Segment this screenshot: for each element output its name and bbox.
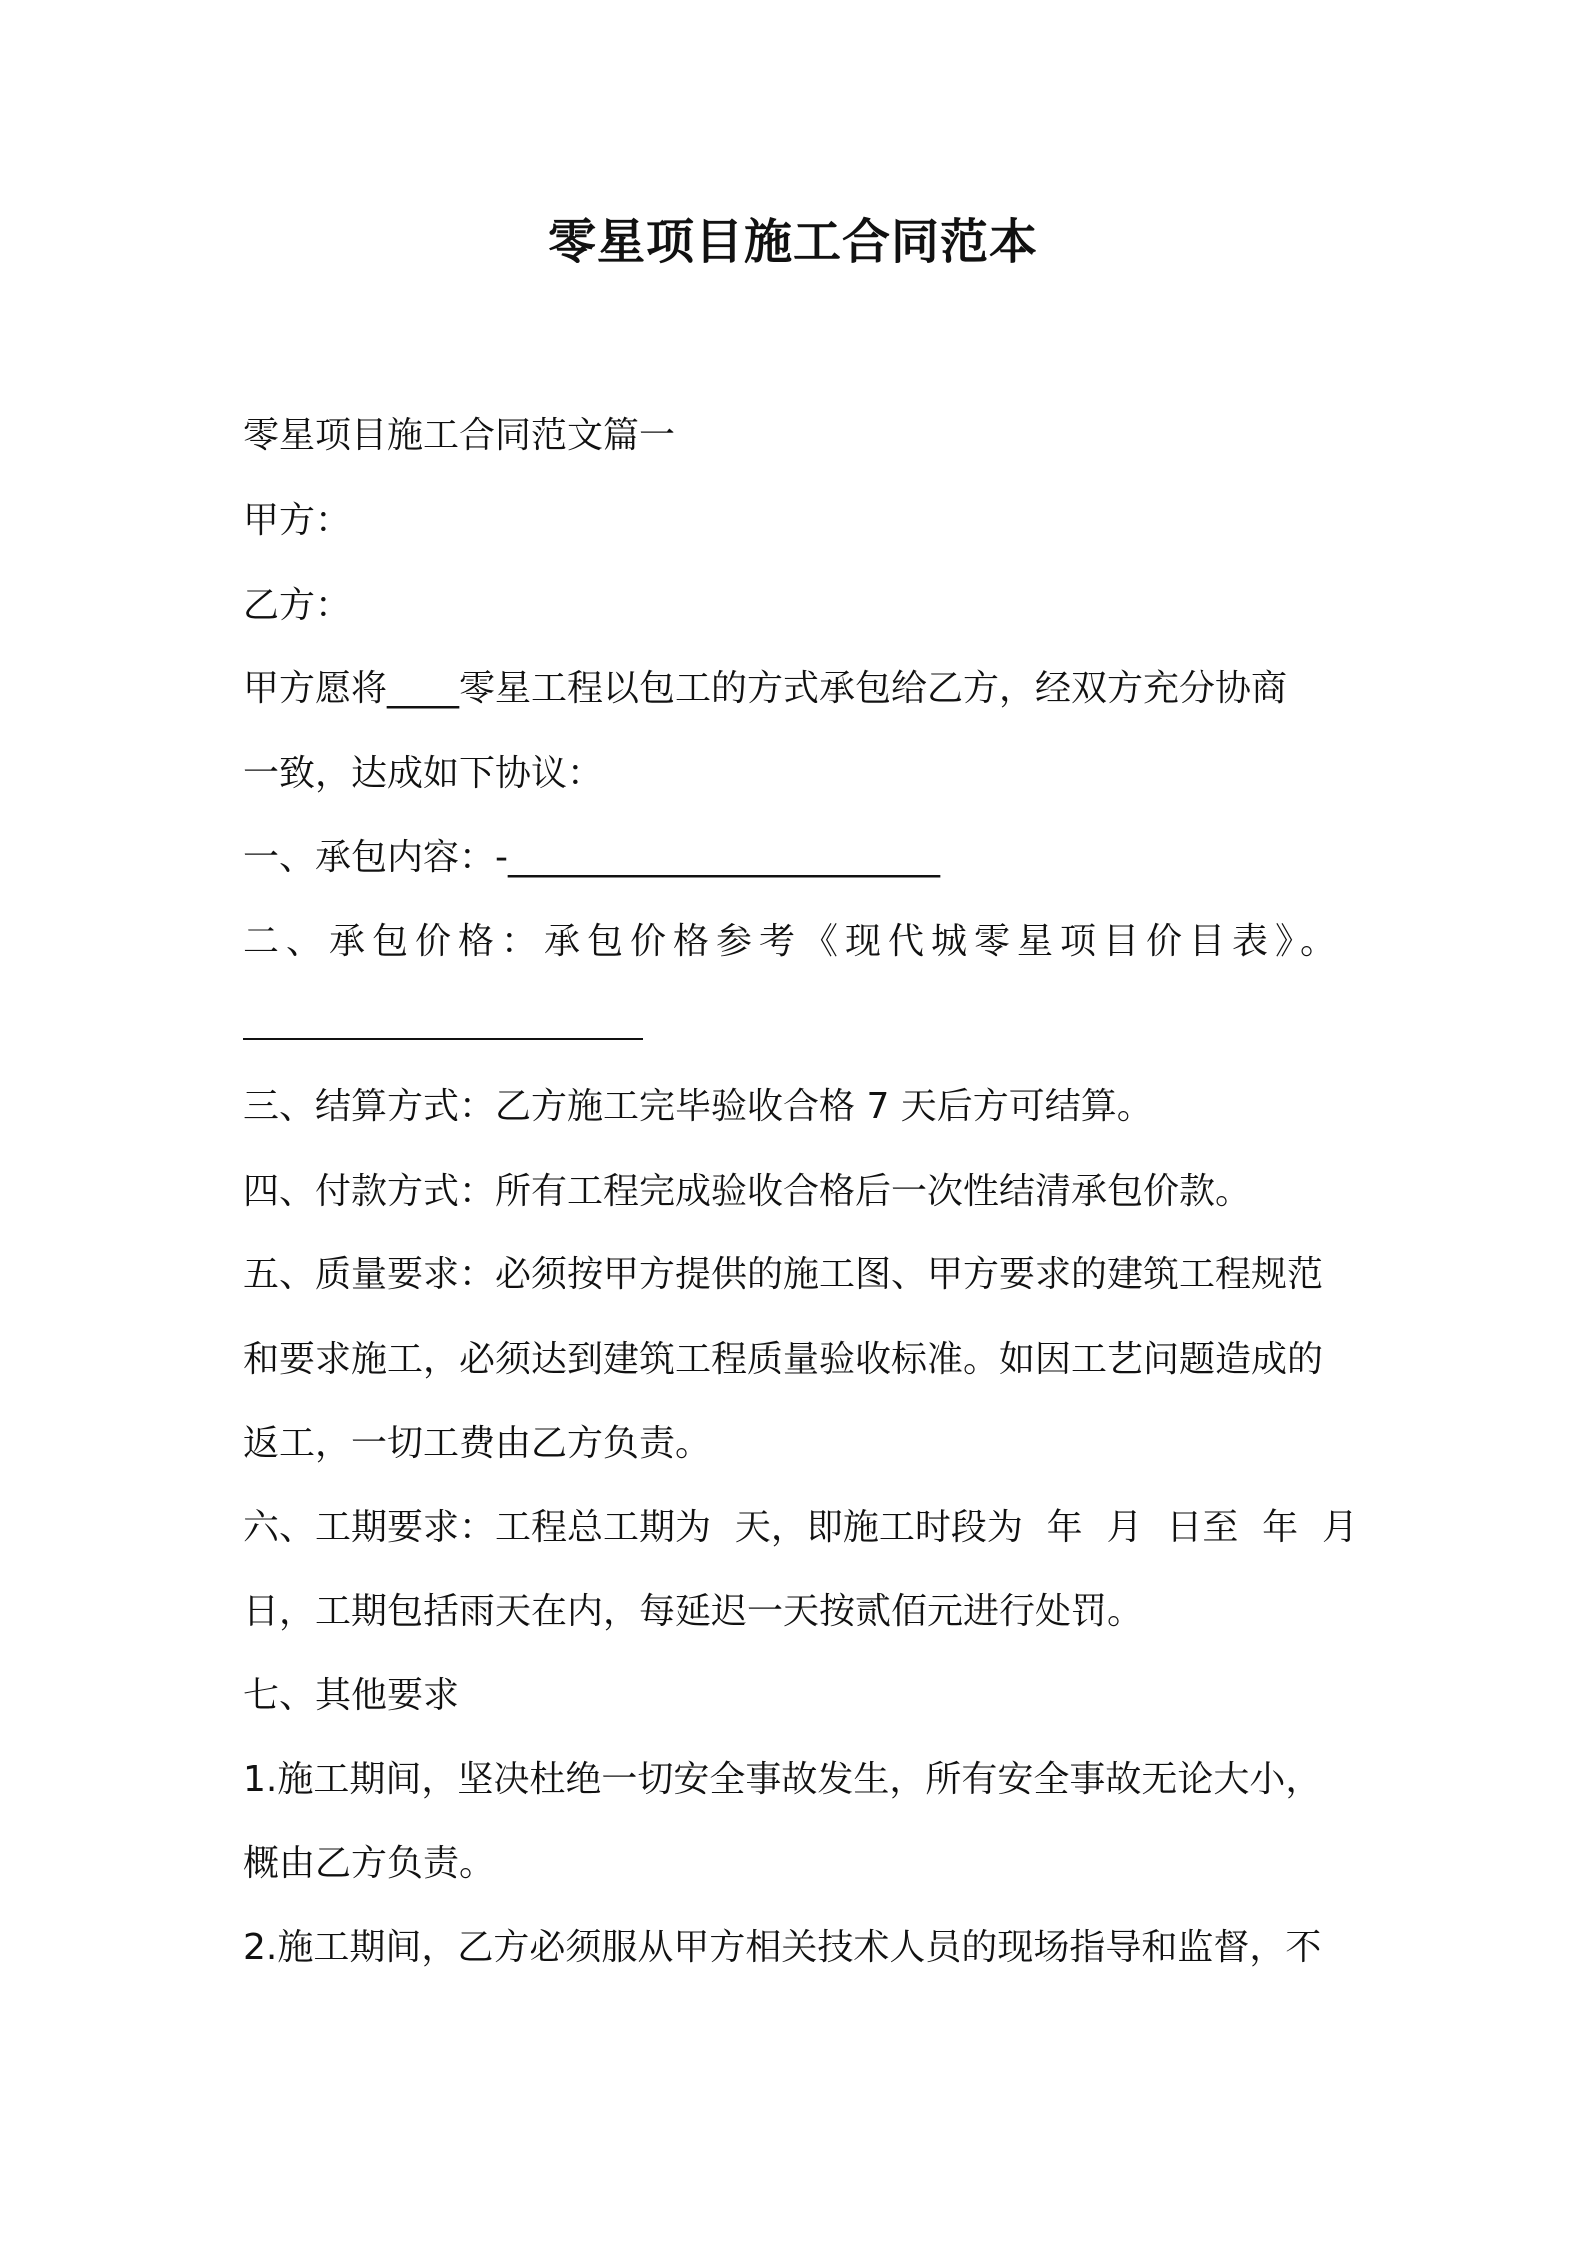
- clause-6-line-2: 日，工期包括雨天在内，每延迟一天按贰佰元进行处罚。: [243, 1591, 1144, 1632]
- section-heading: 零星项目施工合同范文篇一: [243, 415, 676, 456]
- text-fragment: 年: [1262, 1507, 1299, 1548]
- intro-line-2: 一致，达成如下协议：: [243, 753, 604, 794]
- clause-3-line: 三、结算方式：乙方施工完毕验收合格 7 天后方可结算。: [243, 1086, 1153, 1127]
- text-fragment: 月: [1106, 1507, 1143, 1548]
- clause-1-line: 一、承包内容：-________________________: [243, 837, 940, 878]
- fill-in-blank-line: [243, 1038, 643, 1040]
- party-b-line: 乙方：: [243, 585, 352, 626]
- clause-7-item-1-line-1: 1.施工期间，坚决杜绝一切安全事故发生，所有安全事故无论大小，: [243, 1759, 1322, 1800]
- text-fragment: 月: [1321, 1507, 1358, 1548]
- clause-2-line: 二、承包价格：承包价格参考《现代城零星项目价目表》。: [243, 921, 1344, 962]
- clause-4-line: 四、付款方式：所有工程完成验收合格后一次性结清承包价款。: [243, 1171, 1252, 1212]
- document-title: 零星项目施工合同范本: [547, 214, 1038, 270]
- clause-5-line-3: 返工，一切工费由乙方负责。: [243, 1423, 712, 1464]
- party-a-line: 甲方：: [243, 500, 352, 541]
- clause-5-line-2: 和要求施工，必须达到建筑工程质量验收标准。如因工艺问题造成的: [243, 1339, 1324, 1380]
- clause-7-heading: 七、其他要求: [243, 1675, 460, 1716]
- clause-6-line-1: [243, 1504, 1358, 1552]
- text-fragment: 日至: [1166, 1507, 1239, 1548]
- text-fragment: 六、工期要求：工程总工期为: [243, 1507, 712, 1548]
- intro-line-1: 甲方愿将____零星工程以包工的方式承包给乙方，经双方充分协商: [243, 668, 1288, 709]
- text-fragment: 天，即施工时段为: [734, 1507, 1023, 1548]
- text-fragment: 年: [1046, 1507, 1083, 1548]
- clause-7-item-2-line-1: 2.施工期间，乙方必须服从甲方相关技术人员的现场指导和监督，不: [243, 1927, 1322, 1968]
- clause-7-item-1-line-2: 概由乙方负责。: [243, 1843, 496, 1884]
- clause-5-line-1: 五、质量要求：必须按甲方提供的施工图、甲方要求的建筑工程规范: [243, 1254, 1324, 1295]
